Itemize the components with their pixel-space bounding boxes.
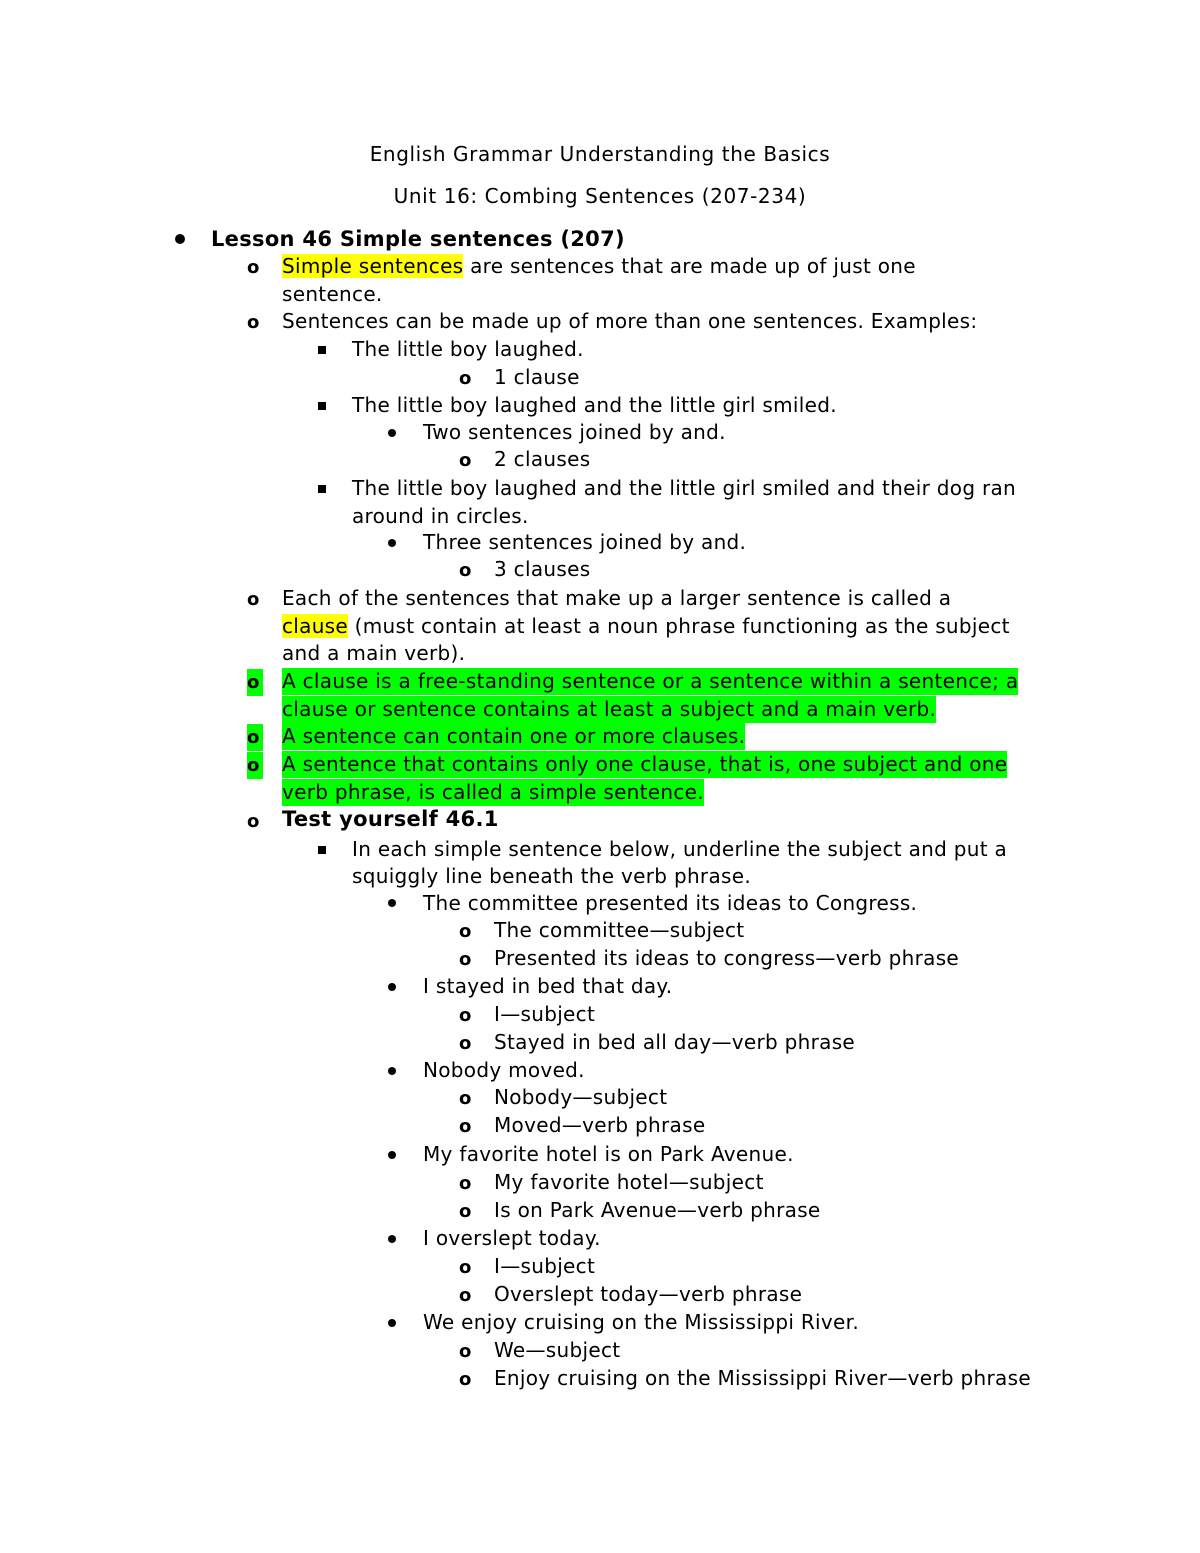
bullet-o-highlighted: o bbox=[247, 669, 263, 696]
bullet-o: o bbox=[247, 257, 260, 278]
item-subject: The committee—subject bbox=[494, 918, 745, 942]
example-2-sub: Two sentences joined by and. bbox=[423, 420, 726, 444]
green-3-line-2: verb phrase, is called a simple sentence. bbox=[282, 780, 704, 804]
bullet-o: o bbox=[459, 1116, 472, 1137]
item-verb: Stayed in bed all day—verb phrase bbox=[494, 1030, 856, 1054]
green-1-line-1: A clause is a free-standing sentence or a sentence within a sentence; a bbox=[282, 669, 1019, 693]
example-3-note: 3 clauses bbox=[494, 557, 591, 581]
clause-line-3: and a main verb). bbox=[282, 641, 466, 665]
definition-rest: are sentences that are made up of just one bbox=[463, 254, 916, 278]
bullet-o: o bbox=[459, 1341, 472, 1362]
bullet-dot bbox=[388, 1235, 396, 1243]
bullet-o: o bbox=[459, 560, 472, 581]
bullet-o: o bbox=[459, 1005, 472, 1026]
bullet-o: o bbox=[459, 1257, 472, 1278]
item-subject: My favorite hotel—subject bbox=[494, 1170, 764, 1194]
test-instructions-line-2: squiggly line beneath the verb phrase. bbox=[352, 864, 751, 888]
item-subject: I—subject bbox=[494, 1254, 596, 1278]
bullet-o: o bbox=[459, 1369, 472, 1390]
bullet-o: o bbox=[459, 1088, 472, 1109]
unit-heading: Unit 16: Combing Sentences (207-234) bbox=[393, 184, 807, 208]
bullet-o-highlighted: o bbox=[247, 752, 263, 779]
bullet-o: o bbox=[247, 312, 260, 333]
examples-intro: Sentences can be made up of more than one sentences. Examples: bbox=[282, 309, 978, 333]
bullet-dot bbox=[388, 1067, 396, 1075]
document-title: English Grammar Understanding the Basics bbox=[369, 142, 831, 166]
example-2: The little boy laughed and the little girl smiled. bbox=[352, 393, 837, 417]
bullet-square bbox=[318, 846, 326, 854]
example-3-line-2: around in circles. bbox=[352, 504, 529, 528]
item-verb: Presented its ideas to congress—verb phrase bbox=[494, 946, 960, 970]
example-1-note: 1 clause bbox=[494, 365, 580, 389]
bullet-o: o bbox=[247, 811, 260, 832]
bullet-o: o bbox=[459, 450, 472, 471]
bullet-o: o bbox=[459, 1033, 472, 1054]
item-sentence: My favorite hotel is on Park Avenue. bbox=[423, 1142, 794, 1166]
green-1-line-2: clause or sentence contains at least a subject and a main verb. bbox=[282, 697, 937, 721]
bullet-dot bbox=[388, 983, 396, 991]
item-sentence: The committee presented its ideas to Congress. bbox=[423, 891, 918, 915]
definition-cont: sentence. bbox=[282, 282, 383, 306]
example-1: The little boy laughed. bbox=[352, 337, 584, 361]
item-verb: Moved—verb phrase bbox=[494, 1113, 706, 1137]
item-sentence: I stayed in bed that day. bbox=[423, 974, 673, 998]
bullet-dot bbox=[388, 1319, 396, 1327]
bullet-o: o bbox=[459, 921, 472, 942]
clause-line-2 bbox=[282, 613, 1010, 640]
bullet-square bbox=[318, 346, 326, 354]
bullet-o: o bbox=[459, 1173, 472, 1194]
clause-highlight: clause bbox=[282, 614, 349, 638]
bullet-square bbox=[318, 485, 326, 493]
clause-line-1: Each of the sentences that make up a larger sentence is called a bbox=[282, 586, 952, 610]
item-subject: I—subject bbox=[494, 1002, 596, 1026]
item-verb: Is on Park Avenue—verb phrase bbox=[494, 1198, 821, 1222]
item-sentence: Nobody moved. bbox=[423, 1058, 585, 1082]
bullet-o: o bbox=[247, 589, 260, 610]
bullet-o-highlighted: o bbox=[247, 724, 263, 751]
test-instructions-line-1: In each simple sentence below, underline the subject and put a bbox=[352, 837, 1008, 861]
item-sentence: I overslept today. bbox=[423, 1226, 601, 1250]
item-verb: Overslept today—verb phrase bbox=[494, 1282, 803, 1306]
bullet-o: o bbox=[459, 949, 472, 970]
bullet-disc bbox=[175, 234, 185, 244]
bullet-o: o bbox=[459, 1201, 472, 1222]
example-2-note: 2 clauses bbox=[494, 447, 591, 471]
lesson-heading: Lesson 46 Simple sentences (207) bbox=[211, 227, 625, 251]
example-3-line-1: The little boy laughed and the little girl smiled and their dog ran bbox=[352, 476, 1017, 500]
item-subject: We—subject bbox=[494, 1338, 621, 1362]
item-subject: Nobody—subject bbox=[494, 1085, 668, 1109]
bullet-square bbox=[318, 402, 326, 410]
bullet-o: o bbox=[459, 1285, 472, 1306]
definition-highlight: Simple sentences bbox=[282, 254, 464, 278]
example-3-sub: Three sentences joined by and. bbox=[423, 530, 747, 554]
bullet-dot bbox=[388, 899, 396, 907]
item-verb: Enjoy cruising on the Mississippi River—verb phrase bbox=[494, 1366, 1031, 1390]
item-sentence: We enjoy cruising on the Mississippi River. bbox=[423, 1310, 859, 1334]
green-2: A sentence can contain one or more clauses. bbox=[282, 724, 746, 748]
test-heading: Test yourself 46.1 bbox=[282, 807, 499, 831]
bullet-dot bbox=[388, 1151, 396, 1159]
bullet-dot bbox=[388, 429, 396, 437]
bullet-dot bbox=[388, 539, 396, 547]
definition-line bbox=[282, 253, 916, 280]
bullet-o: o bbox=[459, 368, 472, 389]
green-3-line-1: A sentence that contains only one clause, that is, one subject and one bbox=[282, 752, 1008, 776]
clause-line-2-rest: (must contain at least a noun phrase functioning as the subject bbox=[348, 614, 1010, 638]
